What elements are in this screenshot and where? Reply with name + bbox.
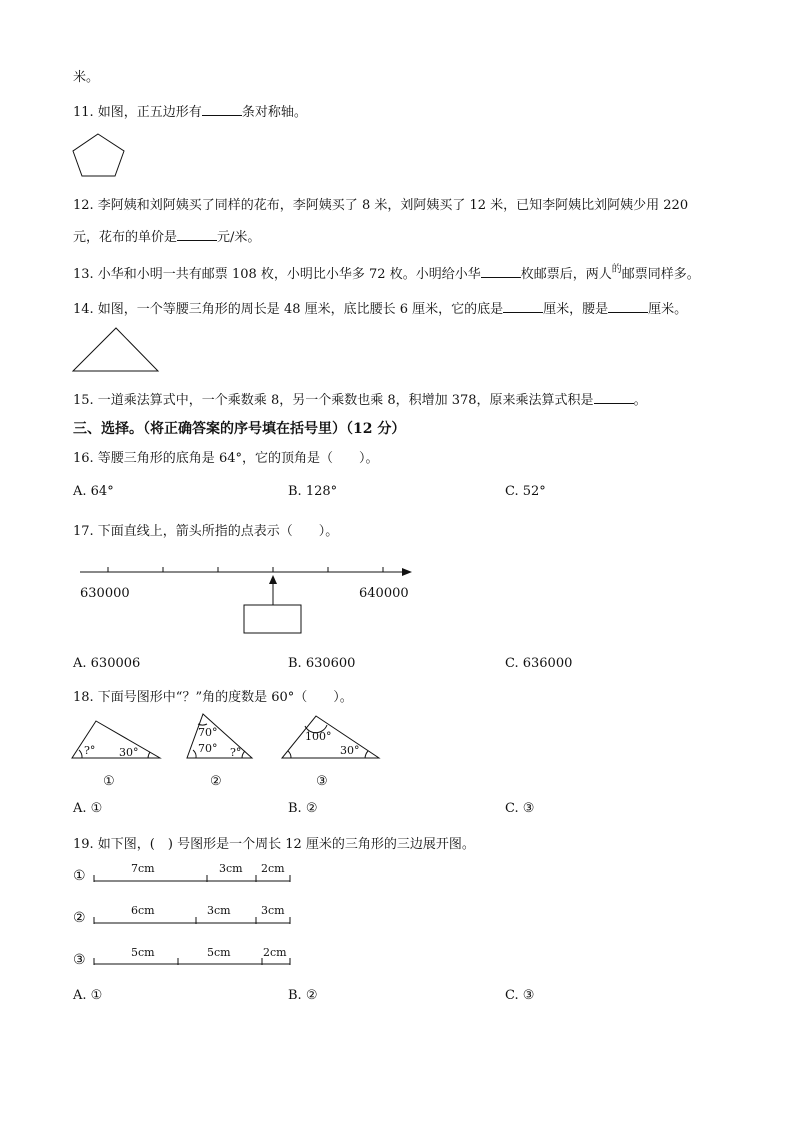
q17-option-c[interactable]: C. 636000 — [505, 656, 573, 671]
triangle-1-unknown-angle: ?° — [84, 744, 96, 757]
pointer-arrow-head — [269, 575, 277, 584]
segment-row-1-label-2: 3cm — [219, 862, 243, 875]
isosceles-triangle-figure — [70, 325, 162, 375]
q12-line2-prefix: 元，花布的单价是 — [73, 230, 178, 245]
triangle-2-number: ② — [210, 774, 222, 789]
q14-prefix: 14. 如图，一个等腰三角形的周长是 48 厘米，底比腰长 6 厘米，它的底是 — [73, 302, 504, 317]
angle-arc — [193, 750, 196, 758]
triangle-3-number: ③ — [316, 774, 328, 789]
question-15 — [73, 389, 647, 408]
angle-arc — [365, 751, 368, 758]
answer-box[interactable] — [244, 605, 301, 633]
q13-raised-char: 的 — [611, 264, 622, 275]
carry-over-text: 米。 — [73, 70, 100, 85]
angle-arc — [288, 751, 291, 758]
q19-option-b[interactable]: B. ② — [288, 988, 318, 1003]
q18-option-a[interactable]: A. ① — [73, 801, 103, 816]
segment-row-3-number: ③ — [73, 952, 86, 968]
number-line-start-label: 630000 — [80, 586, 130, 601]
angle-arc — [79, 750, 82, 758]
segment-row-1-label-1: 7cm — [131, 862, 155, 875]
q14-base-blank[interactable] — [503, 300, 543, 313]
q14-leg-blank[interactable] — [608, 300, 648, 313]
segment-row-3-label-3: 2cm — [263, 946, 287, 959]
segments-figure — [0, 855, 794, 980]
question-12-line1: 12. 李阿姨和刘阿姨买了同样的花布，李阿姨买了 8 米，刘阿姨买了 12 米，已知李阿姨比刘阿姨少用 220 — [73, 198, 689, 213]
number-line-end-label: 640000 — [359, 586, 409, 601]
q16-option-a[interactable]: A. 64° — [73, 484, 114, 499]
triangle-2-unknown-angle: ?° — [230, 746, 242, 759]
q13-suffix: 邮票同样多。 — [621, 267, 700, 282]
segment-row-1-label-3: 2cm — [261, 862, 285, 875]
question-13 — [73, 263, 700, 282]
q11-prefix: 11. 如图，正五边形有 — [73, 105, 202, 120]
q16-option-c[interactable]: C. 52° — [505, 484, 546, 499]
question-11 — [73, 101, 307, 120]
triangle-2-left-angle: 70° — [198, 742, 218, 755]
q15-answer-blank[interactable] — [594, 391, 634, 404]
q19-option-a[interactable]: A. ① — [73, 988, 103, 1003]
q13-mid: 枚邮票后，两人 — [520, 267, 612, 282]
q13-prefix: 13. 小华和小明一共有邮票 108 枚，小明比小华多 72 枚。小明给小华 — [73, 267, 481, 282]
segment-row-2-label-2: 3cm — [207, 904, 231, 917]
angle-arc — [242, 751, 245, 758]
q15-suffix: 。 — [633, 393, 647, 408]
question-17-stem: 17. 下面直线上，箭头所指的点表示（ ）。 — [73, 524, 339, 539]
q13-answer-blank[interactable] — [481, 265, 521, 278]
q14-mid: 厘米，腰是 — [543, 302, 609, 317]
segment-row-2-label-3: 3cm — [261, 904, 285, 917]
q18-option-b[interactable]: B. ② — [288, 801, 318, 816]
q16-option-b[interactable]: B. 128° — [288, 484, 338, 499]
q17-option-a[interactable]: A. 630006 — [73, 656, 141, 671]
triangles-figure — [0, 708, 794, 793]
triangle-3-top-angle: 100° — [305, 730, 332, 743]
number-line-figure — [0, 555, 794, 645]
section-3-heading: 三、选择。（将正确答案的序号填在括号里）（12 分） — [73, 421, 406, 437]
question-12-line2 — [73, 226, 260, 245]
q12-answer-blank[interactable] — [177, 228, 217, 241]
question-18-stem: 18. 下面号图形中“？”角的度数是 60°（ ）。 — [73, 690, 353, 705]
triangle-1-number: ① — [103, 774, 115, 789]
question-14 — [73, 298, 687, 317]
segment-row-3-label-1: 5cm — [131, 946, 155, 959]
question-16-stem: 16. 等腰三角形的底角是 64°，它的顶角是（ ）。 — [73, 451, 379, 466]
q11-suffix: 条对称轴。 — [241, 105, 307, 120]
q15-prefix: 15. 一道乘法算式中，一个乘数乘 8，另一个乘数也乘 8，积增加 378，原来乘法算式积是 — [73, 393, 594, 408]
segment-row-2-number: ② — [73, 910, 86, 926]
pentagon-figure — [70, 131, 130, 181]
segment-row-2-label-1: 6cm — [131, 904, 155, 917]
triangle-2 — [187, 714, 252, 758]
number-line-arrowhead — [402, 568, 412, 576]
q18-option-c[interactable]: C. ③ — [505, 801, 535, 816]
segment-row-3-label-2: 5cm — [207, 946, 231, 959]
q11-answer-blank[interactable] — [202, 103, 242, 116]
q17-option-b[interactable]: B. 630600 — [288, 656, 356, 671]
angle-arc — [148, 752, 150, 758]
angle-arc — [198, 724, 207, 725]
q19-option-c[interactable]: C. ③ — [505, 988, 535, 1003]
triangle-1-angle-30: 30° — [119, 746, 139, 759]
segment-row-1-number: ① — [73, 868, 86, 884]
triangle-3-angle-30: 30° — [340, 744, 360, 757]
q14-suffix: 厘米。 — [648, 302, 688, 317]
q12-line2-suffix: 元/米。 — [217, 230, 261, 245]
triangle-2-top-angle: 70° — [198, 726, 218, 739]
question-19-stem: 19. 如下图，( ) 号图形是一个周长 12 厘米的三角形的三边展开图。 — [73, 837, 475, 852]
